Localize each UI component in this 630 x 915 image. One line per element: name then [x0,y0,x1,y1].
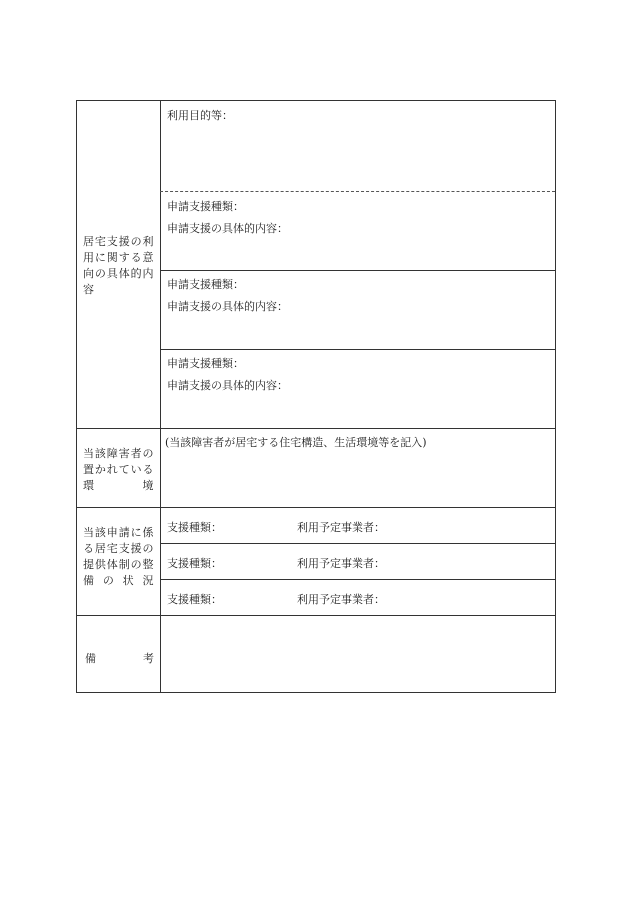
request-divider-1 [160,270,555,271]
support-label: 当該申請に係る居宅支援の提供体制の整備の状況 [83,526,154,587]
request-type-2: 申請支援種類： [167,278,244,291]
request-detail-3: 申請支援の具体的内容： [167,379,288,392]
support-provider-2: 利用予定事業者： [297,557,385,570]
application-form-table [76,100,556,693]
request-detail-1: 申請支援の具体的内容： [167,222,288,235]
support-provider-3: 利用予定事業者： [297,593,385,606]
support-type-3: 支援種類： [167,593,222,606]
purpose-dashed-divider [160,191,555,192]
support-type-1: 支援種類： [167,521,222,534]
remarks-label-right: 考 [143,652,154,665]
remarks-field [161,616,555,692]
intent-label: 居宅支援の利用に関する意向の具体的内容 [83,235,154,296]
environment-label: 当該障害者の置かれている環境 [83,447,154,492]
row-divider-support [77,507,555,508]
request-type-3: 申請支援種類： [167,357,244,370]
purpose-field: 利用目的等： [167,109,233,122]
environment-note: (当該障害者が居宅する住宅構造、生活環境等を記入) [165,436,427,449]
remarks-label-left: 備 [85,652,96,665]
request-detail-2: 申請支援の具体的内容： [167,300,288,313]
request-type-1: 申請支援種類： [167,200,244,213]
support-divider-1 [160,543,555,544]
row-divider-environment [77,428,555,429]
support-divider-2 [160,579,555,580]
support-provider-1: 利用予定事業者： [297,521,385,534]
support-type-2: 支援種類： [167,557,222,570]
column-divider [160,101,161,692]
request-divider-2 [160,349,555,350]
